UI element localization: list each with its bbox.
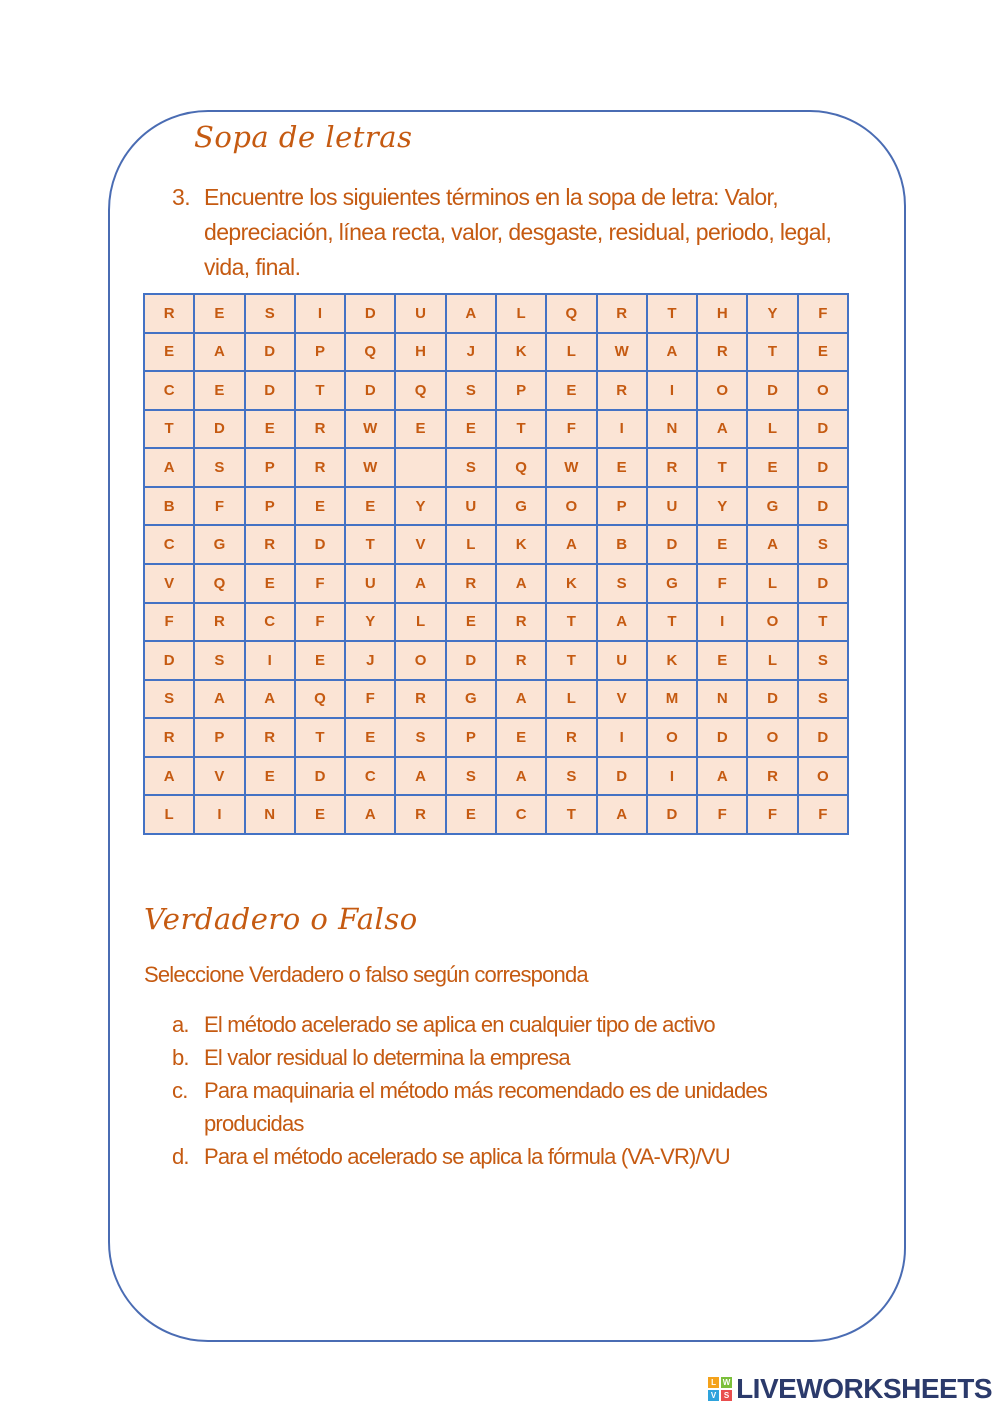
grid-cell[interactable]: Q bbox=[295, 680, 345, 719]
grid-row bbox=[144, 680, 848, 719]
grid-row bbox=[144, 371, 848, 410]
item-text: Para maquinaria el método más recomendado es de unidades producidas bbox=[204, 1078, 768, 1136]
grid-cell[interactable]: I bbox=[597, 718, 647, 757]
grid-cell[interactable]: N bbox=[647, 410, 697, 449]
logo-tile: V bbox=[708, 1390, 719, 1401]
grid-cell[interactable]: K bbox=[496, 333, 546, 372]
grid-cell[interactable]: C bbox=[144, 525, 194, 564]
grid-cell[interactable]: G bbox=[194, 525, 244, 564]
grid-cell[interactable]: Q bbox=[345, 333, 395, 372]
question-3 bbox=[172, 180, 852, 285]
grid-row bbox=[144, 795, 848, 834]
grid-cell[interactable]: S bbox=[194, 641, 244, 680]
grid-cell[interactable]: T bbox=[546, 641, 596, 680]
grid-cell[interactable]: S bbox=[144, 680, 194, 719]
grid-cell[interactable]: Q bbox=[194, 564, 244, 603]
grid-cell[interactable]: E bbox=[697, 641, 747, 680]
grid-cell[interactable]: M bbox=[647, 680, 697, 719]
list-item bbox=[172, 1140, 852, 1173]
grid-cell[interactable]: H bbox=[395, 333, 445, 372]
grid-cell[interactable]: T bbox=[295, 718, 345, 757]
grid-cell[interactable]: W bbox=[345, 448, 395, 487]
grid-cell[interactable]: T bbox=[697, 448, 747, 487]
grid-cell[interactable]: R bbox=[496, 641, 546, 680]
grid-cell[interactable]: S bbox=[546, 757, 596, 796]
grid-cell[interactable]: Y bbox=[395, 487, 445, 526]
grid-cell[interactable]: V bbox=[395, 525, 445, 564]
grid-cell[interactable]: O bbox=[395, 641, 445, 680]
grid-cell[interactable]: A bbox=[395, 564, 445, 603]
grid-cell[interactable]: E bbox=[546, 371, 596, 410]
grid-cell[interactable]: D bbox=[597, 757, 647, 796]
grid-cell[interactable]: E bbox=[697, 525, 747, 564]
grid-cell[interactable]: R bbox=[395, 795, 445, 834]
grid-cell[interactable]: T bbox=[496, 410, 546, 449]
grid-cell[interactable]: F bbox=[697, 795, 747, 834]
grid-cell[interactable]: C bbox=[144, 371, 194, 410]
grid-cell[interactable]: A bbox=[194, 333, 244, 372]
item-label: a. bbox=[172, 1012, 189, 1037]
grid-cell[interactable]: T bbox=[546, 603, 596, 642]
grid-cell[interactable]: D bbox=[747, 371, 797, 410]
grid-cell[interactable]: F bbox=[345, 680, 395, 719]
grid-cell[interactable]: Y bbox=[345, 603, 395, 642]
grid-cell[interactable]: H bbox=[697, 294, 747, 333]
item-label: d. bbox=[172, 1144, 189, 1169]
grid-cell[interactable]: E bbox=[194, 294, 244, 333]
grid-cell[interactable]: I bbox=[647, 757, 697, 796]
grid-cell[interactable]: R bbox=[194, 603, 244, 642]
grid-cell[interactable]: D bbox=[345, 294, 395, 333]
grid-row bbox=[144, 448, 848, 487]
grid-cell[interactable]: T bbox=[647, 603, 697, 642]
grid-cell[interactable]: D bbox=[798, 718, 848, 757]
grid-cell[interactable]: O bbox=[798, 757, 848, 796]
grid-cell[interactable]: S bbox=[798, 525, 848, 564]
grid-cell[interactable]: A bbox=[647, 333, 697, 372]
grid-cell[interactable]: L bbox=[747, 564, 797, 603]
grid-cell[interactable]: I bbox=[647, 371, 697, 410]
grid-cell[interactable]: D bbox=[798, 564, 848, 603]
grid-cell[interactable]: U bbox=[395, 294, 445, 333]
grid-cell[interactable]: D bbox=[345, 371, 395, 410]
grid-cell[interactable]: B bbox=[144, 487, 194, 526]
grid-cell[interactable]: F bbox=[798, 795, 848, 834]
grid-cell[interactable]: S bbox=[395, 718, 445, 757]
grid-cell[interactable]: R bbox=[597, 371, 647, 410]
grid-cell[interactable]: D bbox=[647, 795, 697, 834]
grid-cell[interactable]: T bbox=[345, 525, 395, 564]
grid-cell[interactable]: A bbox=[446, 294, 496, 333]
grid-cell[interactable]: T bbox=[546, 795, 596, 834]
grid-cell[interactable]: A bbox=[496, 757, 546, 796]
grid-row bbox=[144, 294, 848, 333]
grid-cell[interactable]: D bbox=[245, 333, 295, 372]
grid-cell[interactable]: C bbox=[245, 603, 295, 642]
grid-cell[interactable]: D bbox=[144, 641, 194, 680]
grid-cell[interactable]: I bbox=[194, 795, 244, 834]
grid-cell[interactable]: R bbox=[446, 564, 496, 603]
grid-cell[interactable]: A bbox=[747, 525, 797, 564]
grid-row bbox=[144, 641, 848, 680]
grid-cell[interactable]: A bbox=[395, 757, 445, 796]
grid-cell[interactable]: T bbox=[144, 410, 194, 449]
grid-cell[interactable]: E bbox=[245, 757, 295, 796]
logo-tiles-icon bbox=[708, 1377, 732, 1401]
grid-cell[interactable]: S bbox=[446, 371, 496, 410]
grid-cell[interactable]: Q bbox=[546, 294, 596, 333]
grid-cell[interactable]: U bbox=[647, 487, 697, 526]
grid-cell[interactable]: O bbox=[747, 603, 797, 642]
grid-cell[interactable]: G bbox=[647, 564, 697, 603]
grid-cell[interactable]: V bbox=[597, 680, 647, 719]
list-item bbox=[172, 1074, 852, 1140]
grid-cell[interactable]: D bbox=[647, 525, 697, 564]
grid-cell[interactable]: P bbox=[295, 333, 345, 372]
grid-row bbox=[144, 718, 848, 757]
grid-cell[interactable]: A bbox=[697, 410, 747, 449]
grid-cell[interactable]: B bbox=[597, 525, 647, 564]
grid-cell[interactable]: W bbox=[345, 410, 395, 449]
grid-cell[interactable]: N bbox=[697, 680, 747, 719]
grid-cell[interactable]: V bbox=[144, 564, 194, 603]
grid-cell[interactable]: L bbox=[446, 525, 496, 564]
grid-cell[interactable]: E bbox=[446, 410, 496, 449]
grid-cell[interactable]: P bbox=[194, 718, 244, 757]
item-text: Para el método acelerado se aplica la fórmula (VA-VR)/VU bbox=[204, 1144, 730, 1169]
grid-row bbox=[144, 410, 848, 449]
grid-cell[interactable]: T bbox=[747, 333, 797, 372]
grid-cell[interactable]: E bbox=[295, 487, 345, 526]
grid-cell[interactable]: A bbox=[345, 795, 395, 834]
grid-cell[interactable]: E bbox=[496, 718, 546, 757]
grid-cell[interactable]: W bbox=[597, 333, 647, 372]
grid-row bbox=[144, 525, 848, 564]
grid-cell[interactable]: A bbox=[194, 680, 244, 719]
grid-cell[interactable]: E bbox=[295, 795, 345, 834]
grid-cell[interactable]: E bbox=[446, 603, 496, 642]
grid-cell[interactable]: F bbox=[798, 294, 848, 333]
grid-cell[interactable]: O bbox=[647, 718, 697, 757]
grid-cell[interactable]: D bbox=[295, 525, 345, 564]
list-item bbox=[172, 1008, 852, 1041]
grid-cell[interactable]: N bbox=[245, 795, 295, 834]
grid-cell[interactable]: P bbox=[245, 487, 295, 526]
grid-cell[interactable]: A bbox=[597, 795, 647, 834]
grid-cell[interactable]: S bbox=[597, 564, 647, 603]
grid-cell[interactable]: O bbox=[546, 487, 596, 526]
grid-cell[interactable]: C bbox=[345, 757, 395, 796]
grid-cell[interactable]: D bbox=[747, 680, 797, 719]
liveworksheets-logo[interactable] bbox=[708, 1373, 992, 1405]
grid-cell[interactable]: R bbox=[295, 448, 345, 487]
grid-cell[interactable]: A bbox=[496, 680, 546, 719]
grid-cell[interactable]: E bbox=[245, 564, 295, 603]
grid-cell[interactable]: E bbox=[194, 371, 244, 410]
grid-cell[interactable]: R bbox=[144, 718, 194, 757]
grid-cell[interactable]: P bbox=[597, 487, 647, 526]
grid-cell[interactable]: E bbox=[245, 410, 295, 449]
grid-cell[interactable]: E bbox=[345, 487, 395, 526]
grid-cell[interactable]: G bbox=[747, 487, 797, 526]
grid-cell[interactable]: K bbox=[546, 564, 596, 603]
grid-cell[interactable]: S bbox=[446, 757, 496, 796]
grid-cell[interactable]: L bbox=[546, 333, 596, 372]
grid-cell[interactable]: L bbox=[747, 410, 797, 449]
grid-cell[interactable]: L bbox=[747, 641, 797, 680]
grid-cell[interactable]: O bbox=[747, 718, 797, 757]
grid-cell[interactable]: T bbox=[295, 371, 345, 410]
grid-cell[interactable]: D bbox=[194, 410, 244, 449]
grid-cell[interactable]: Q bbox=[496, 448, 546, 487]
grid-cell[interactable]: J bbox=[345, 641, 395, 680]
logo-tile: W bbox=[722, 1378, 731, 1387]
question-number: 3. bbox=[172, 184, 190, 210]
grid-cell[interactable]: D bbox=[245, 371, 295, 410]
grid-cell[interactable]: A bbox=[697, 757, 747, 796]
grid-cell[interactable]: I bbox=[597, 410, 647, 449]
grid-cell[interactable]: D bbox=[798, 448, 848, 487]
grid-cell[interactable]: Y bbox=[697, 487, 747, 526]
grid-cell[interactable]: F bbox=[144, 603, 194, 642]
grid-cell[interactable]: R bbox=[697, 333, 747, 372]
grid-cell[interactable]: P bbox=[496, 371, 546, 410]
grid-cell[interactable]: U bbox=[345, 564, 395, 603]
grid-row bbox=[144, 757, 848, 796]
item-text: El valor residual lo determina la empresa bbox=[204, 1045, 570, 1070]
grid-cell[interactable]: O bbox=[798, 371, 848, 410]
grid-cell[interactable]: U bbox=[597, 641, 647, 680]
grid-cell[interactable]: L bbox=[395, 603, 445, 642]
true-false-instruction: Seleccione Verdadero o falso según corresponda bbox=[144, 962, 588, 987]
grid-cell[interactable]: D bbox=[446, 641, 496, 680]
grid-cell[interactable]: F bbox=[747, 795, 797, 834]
grid-cell[interactable]: R bbox=[245, 525, 295, 564]
grid-cell[interactable]: R bbox=[295, 410, 345, 449]
grid-cell[interactable]: R bbox=[747, 757, 797, 796]
grid-cell[interactable]: A bbox=[144, 757, 194, 796]
grid-cell[interactable]: R bbox=[496, 603, 546, 642]
grid-row bbox=[144, 564, 848, 603]
grid-cell[interactable]: E bbox=[798, 333, 848, 372]
grid-cell[interactable]: F bbox=[295, 603, 345, 642]
logo-tile: S bbox=[721, 1390, 732, 1401]
grid-cell[interactable]: F bbox=[295, 564, 345, 603]
grid-cell[interactable]: R bbox=[395, 680, 445, 719]
grid-cell[interactable]: R bbox=[245, 718, 295, 757]
section-title-true-false: Verdadero o Falso bbox=[144, 902, 418, 936]
grid-cell[interactable]: D bbox=[295, 757, 345, 796]
true-false-list bbox=[172, 1008, 852, 1173]
grid-cell[interactable]: E bbox=[395, 410, 445, 449]
grid-cell[interactable]: J bbox=[446, 333, 496, 372]
grid-cell[interactable]: E bbox=[144, 333, 194, 372]
grid-cell[interactable]: L bbox=[546, 680, 596, 719]
grid-cell[interactable]: I bbox=[245, 641, 295, 680]
grid-cell[interactable]: E bbox=[446, 795, 496, 834]
grid-cell[interactable]: E bbox=[747, 448, 797, 487]
grid-cell[interactable]: R bbox=[647, 448, 697, 487]
grid-cell[interactable]: U bbox=[446, 487, 496, 526]
grid-cell[interactable]: R bbox=[597, 294, 647, 333]
grid-cell[interactable]: S bbox=[194, 448, 244, 487]
grid-row bbox=[144, 487, 848, 526]
grid-cell[interactable]: D bbox=[798, 410, 848, 449]
grid-cell[interactable]: P bbox=[245, 448, 295, 487]
grid-cell[interactable]: E bbox=[345, 718, 395, 757]
grid-cell[interactable]: R bbox=[144, 294, 194, 333]
grid-cell[interactable]: K bbox=[647, 641, 697, 680]
grid-cell[interactable]: A bbox=[245, 680, 295, 719]
grid-cell[interactable]: S bbox=[798, 680, 848, 719]
grid-cell[interactable] bbox=[395, 448, 445, 487]
item-label: c. bbox=[172, 1078, 188, 1103]
grid-cell[interactable]: S bbox=[245, 294, 295, 333]
item-text: El método acelerado se aplica en cualquier tipo de activo bbox=[204, 1012, 715, 1037]
section-title-word-search: Sopa de letras bbox=[194, 120, 413, 154]
grid-row bbox=[144, 333, 848, 372]
logo-tile: L bbox=[708, 1377, 719, 1388]
question-text: Encuentre los siguientes términos en la sopa de letra: Valor, depreciación, línea recta, valor, desgaste, residual, periodo, legal, vida, final. bbox=[204, 184, 832, 280]
grid-cell[interactable]: P bbox=[446, 718, 496, 757]
grid-cell[interactable]: F bbox=[194, 487, 244, 526]
grid-cell[interactable]: E bbox=[295, 641, 345, 680]
grid-cell[interactable]: V bbox=[194, 757, 244, 796]
grid-cell[interactable]: F bbox=[546, 410, 596, 449]
grid-cell[interactable]: O bbox=[697, 371, 747, 410]
grid-cell[interactable]: L bbox=[496, 294, 546, 333]
grid-cell[interactable]: A bbox=[597, 603, 647, 642]
grid-cell[interactable]: C bbox=[496, 795, 546, 834]
grid-cell[interactable]: R bbox=[546, 718, 596, 757]
word-search-grid bbox=[143, 293, 849, 835]
grid-row bbox=[144, 603, 848, 642]
grid-cell[interactable]: G bbox=[446, 680, 496, 719]
list-item bbox=[172, 1041, 852, 1074]
grid-cell[interactable]: A bbox=[144, 448, 194, 487]
grid-cell[interactable]: I bbox=[295, 294, 345, 333]
grid-cell[interactable]: D bbox=[798, 487, 848, 526]
grid-cell[interactable]: G bbox=[496, 487, 546, 526]
grid-cell[interactable]: K bbox=[496, 525, 546, 564]
grid-cell[interactable]: A bbox=[546, 525, 596, 564]
grid-cell[interactable]: D bbox=[697, 718, 747, 757]
grid-cell[interactable]: T bbox=[798, 603, 848, 642]
grid-cell[interactable]: W bbox=[546, 448, 596, 487]
grid-cell[interactable]: Y bbox=[747, 294, 797, 333]
grid-cell[interactable]: L bbox=[144, 795, 194, 834]
item-label: b. bbox=[172, 1045, 189, 1070]
grid-cell[interactable]: I bbox=[697, 603, 747, 642]
grid-cell[interactable]: E bbox=[597, 448, 647, 487]
grid-cell[interactable]: S bbox=[446, 448, 496, 487]
grid-cell[interactable]: A bbox=[496, 564, 546, 603]
grid-cell[interactable]: Q bbox=[395, 371, 445, 410]
grid-cell[interactable]: S bbox=[798, 641, 848, 680]
grid-cell[interactable]: T bbox=[647, 294, 697, 333]
grid-cell[interactable]: F bbox=[697, 564, 747, 603]
brand-name: LIVEWORKSHEETS bbox=[736, 1373, 992, 1404]
